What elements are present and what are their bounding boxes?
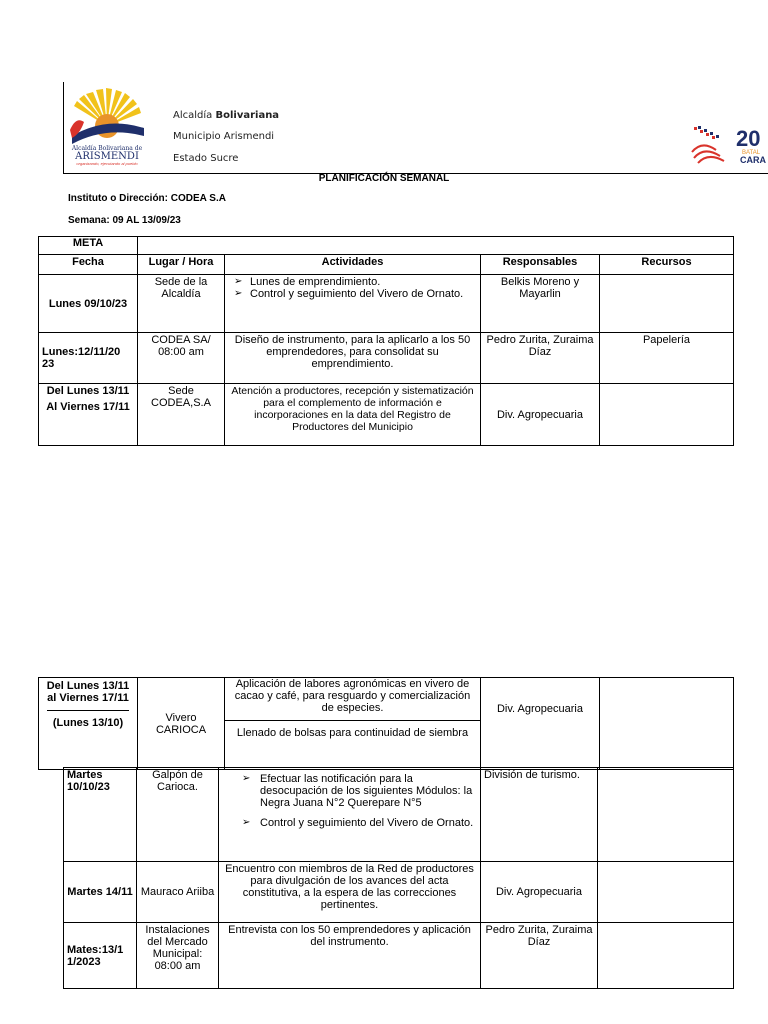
right-logo [690,124,768,164]
arrow-bullet-icon: ➢ [242,817,251,828]
row3-recursos [600,384,734,446]
table-row [64,923,734,989]
header-logo-alcaldia [66,86,148,166]
meta-row [39,237,734,255]
t3-row3-fecha: Mates:13/1 1/2023 [64,923,137,989]
row3-lugar: Sede CODEA,S.A [138,384,225,446]
sun-logo-icon [66,86,148,166]
activity-text: Control y seguimiento del Vivero de Ornato. [250,288,464,300]
t2-row1-lugar: Vivero CARIOCA [138,678,225,770]
header-recursos: Recursos [600,255,734,275]
weekly-plan-table-2 [38,677,734,770]
org-line-1-prefix: Alcaldía [173,110,216,121]
t2-row1-fecha-b: (Lunes 13/10) [47,710,129,729]
t3-row2-fecha: Martes 14/11 [64,862,137,923]
t2-row1-act-a: Aplicación de labores agronómicas en vivero de cacao y café, para resguardo y comercialización de especies. [234,678,471,714]
logo-small-1: BATAL [742,150,761,156]
table-header-row [39,255,734,275]
t2-row1-actividades [225,678,481,770]
logo-number: 20 [736,126,761,151]
org-line-3: Estado Sucre [173,153,239,164]
row2-recursos: Papelería [600,333,734,384]
logo-line1: Alcaldía Bolivariana de [71,145,143,152]
row1-responsables: Belkis Moreno y Mayarlin [481,275,600,333]
arrow-bullet-icon: ➢ [234,288,243,299]
t3-row1-responsables: División de turismo. [481,768,598,862]
logo-small-2: CARA [740,155,766,164]
activity-text: Control y seguimiento del Vivero de Ornato. [260,817,474,829]
row3-fecha-b: Al Viernes 17/11 [46,401,130,413]
row2-actividades: Diseño de instrumento, para la aplicarlo a los 50 emprendedores, para consolidat su emprendimiento. [225,333,481,384]
logo-tagline: organizando, ejecutando al pueblo [76,161,138,166]
row1-fecha: Lunes 09/10/23 [39,275,138,333]
t3-row1-actividades [219,768,481,862]
header-lugar: Lugar / Hora [138,255,225,275]
row2-responsables: Pedro Zurita, Zuraima Díaz [481,333,600,384]
t2-row1-fecha-a: Del Lunes 13/11 al Viernes 17/11 [46,680,130,704]
header-divider-vertical [63,82,64,174]
org-line-1-bold: Bolivariana [215,110,280,121]
row3-fecha-a: Del Lunes 13/11 [46,385,130,397]
meta-label: META [39,237,138,255]
t3-row3-recursos [598,923,734,989]
institute-label: Instituto o Dirección: CODEA S.A [68,193,226,204]
org-line-1 [173,110,279,121]
t2-row1-act-b: Llenado de bolsas para continuidad de siembra [225,720,480,745]
t3-row2-recursos [598,862,734,923]
logo-line2: ARISMENDI [75,151,139,162]
header-actividades: Actividades [225,255,481,275]
activity-text: Efectuar las notificación para la desocupación de los siguientes Módulos: la Negra Juana N°2 Querepare N°5 [260,773,473,809]
table-row [39,275,734,333]
row2-fecha: Lunes:12/11/20 23 [39,333,138,384]
header-responsables: Responsables [481,255,600,275]
org-line-2: Municipio Arismendi [173,131,275,142]
row1-lugar: Sede de la Alcaldía [138,275,225,333]
arrow-bullet-icon: ➢ [234,276,243,287]
activity-text: Lunes de emprendimiento. [250,276,381,288]
row1-recursos [600,275,734,333]
table-row [64,768,734,862]
weekly-plan-table-3 [63,767,734,989]
table-row [39,678,734,770]
t3-row1-fecha: Martes 10/10/23 [64,768,137,862]
table-row [39,333,734,384]
list-item [222,773,477,809]
page-title: PLANIFICACIÓN SEMANAL [318,173,450,184]
t3-row1-recursos [598,768,734,862]
list-item [222,817,477,829]
meta-value [138,237,734,255]
t2-row1-fecha [39,678,138,770]
week-label: Semana: 09 AL 13/09/23 [68,215,181,226]
t3-row2-lugar: Mauraco Ariiba [137,862,219,923]
t3-row2-actividades: Encuentro con miembros de la Red de productores para divulgación de los avances del acta constitutiva, a la espera de las correcciones pertinentes. [219,862,481,923]
t3-row3-responsables: Pedro Zurita, Zuraima Díaz [481,923,598,989]
anniversary-logo-icon [690,124,768,164]
t3-row1-lugar: Galpón de Carioca. [137,768,219,862]
row1-actividades [225,275,481,333]
table-row [64,862,734,923]
table-row [39,384,734,446]
t2-row1-responsables: Div. Agropecuaria [481,678,600,770]
t3-row3-lugar: Instalaciones del Mercado Municipal: 08:00 am [137,923,219,989]
list-item [228,288,477,300]
t2-row1-recursos [600,678,734,770]
t3-row3-actividades: Entrevista con los 50 emprendedores y aplicación del instrumento. [219,923,481,989]
row3-actividades: Atención a productores, recepción y sistematización para el complemento de información e incorporaciones en la data del Registro de Productores del Municipio [225,384,481,446]
list-item [228,276,477,288]
header-fecha: Fecha [39,255,138,275]
row3-fecha [39,384,138,446]
row2-lugar: CODEA SA/ 08:00 am [138,333,225,384]
arrow-bullet-icon: ➢ [242,773,251,784]
weekly-plan-table-1 [38,236,734,446]
t3-row2-responsables: Div. Agropecuaria [481,862,598,923]
row3-responsables: Div. Agropecuaria [481,384,600,446]
